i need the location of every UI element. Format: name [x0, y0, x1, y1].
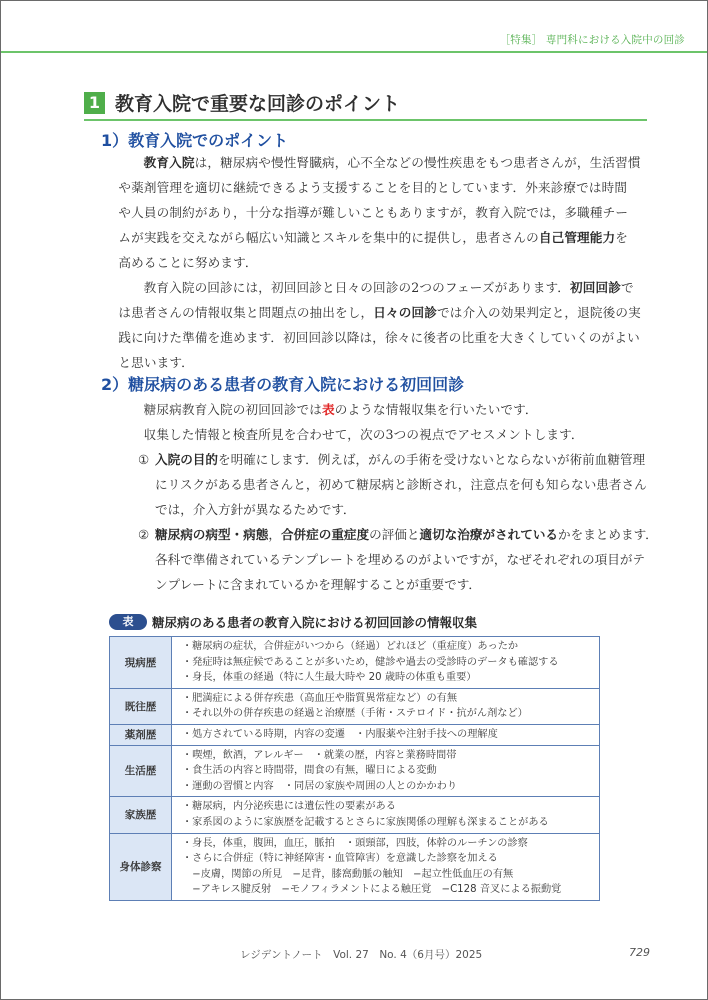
bullet-line: ・運動の習慣と内容 ・同居の家族や周囲の人とのかかわり: [182, 780, 458, 792]
text-line: を明確にします．例えば，がんの手術を受けないとならないが術前血糖管理: [217, 452, 646, 467]
text-line: では，介入方針が異なるためです．: [155, 502, 356, 517]
text-line: は，糖尿病や慢性腎臓病，心不全などの慢性疾患をもつ患者さんが，生活習慣: [194, 155, 641, 170]
bold-term: 自己管理能力: [538, 230, 616, 245]
list-item: [138, 447, 651, 522]
text-line: ンプレートに含まれているかを理解することが重要です．: [155, 577, 481, 592]
row-content: [172, 797, 600, 833]
section-title: 教育入院で重要な回診のポイント: [115, 93, 401, 115]
paragraph-4: [131, 422, 651, 447]
text-fragment: の評価と: [369, 527, 420, 542]
bullet-line: ・処方されている時期，内容の変遷 ・内服薬や注射手技への理解度: [182, 728, 498, 740]
section-rule: [84, 119, 647, 121]
subsection-2-intro: [131, 397, 651, 447]
row-header: 現病歴: [110, 637, 172, 689]
paragraph-3: [131, 397, 651, 422]
text-line: 各科で準備されているテンプレートを埋めるのがよいですが，なぜそれぞれの項目がテ: [155, 552, 646, 567]
bold-term: 日々の回診: [373, 305, 437, 320]
row-header: 家族歴: [110, 797, 172, 833]
running-head: ［特集］ 専門科における入院中の回診: [499, 34, 685, 46]
footer-journal: レジデントノート Vol. 27 No. 4（6月号）2025: [240, 949, 483, 961]
text-line: 高めることに努めます．: [118, 255, 258, 270]
bullet-line: ・さらに合併症（特に神経障害・血管障害）を意識した診察を加える: [182, 853, 498, 865]
table-caption: [109, 613, 477, 631]
text-line: と思います．: [118, 355, 194, 370]
text-line: にリスクがある患者さんと，初めて糖尿病と診断され，注意点を何も知らない患者さん: [155, 477, 647, 492]
table-row: [110, 745, 600, 797]
bold-term: 適切な治療がされている: [419, 527, 558, 542]
row-header: 既往歴: [110, 688, 172, 724]
subsection-2-title: 2）糖尿病のある患者の教育入院における初回回診: [101, 375, 465, 394]
text-fragment: を: [615, 230, 629, 245]
text-line: や薬剤管理を適切に継続できるよう支援することを目的としています．外来診療では時間: [118, 180, 628, 195]
text-line: は患者さんの情報収集と問題点の抽出をし，: [118, 305, 374, 320]
paragraph-2: [118, 275, 651, 375]
assessment-list: [138, 447, 658, 597]
paragraph-1: [118, 150, 651, 275]
table-reference[interactable]: 表: [322, 402, 335, 417]
text-fragment: では介入の効果判定と，退院後の実: [437, 305, 641, 320]
text-line: ムが実践を交えながら幅広い知識とスキルを集中的に提供し，患者さんの: [118, 230, 539, 245]
bullet-line: ・身長，体重，腹囲，血圧，脈拍 ・頭頸部，四肢，体幹のルーチンの診察: [182, 837, 528, 849]
bullet-line: ・それ以外の併存疾患の経過と治療歴（手術・ステロイド・抗がん剤など）: [182, 708, 528, 720]
text-line: や人員の制約があり，十分な指導が難しいこともありますが，教育入院では，多職種チー: [118, 205, 629, 220]
row-content: [172, 833, 600, 900]
text-fragment: ，: [268, 527, 281, 542]
table-badge: 表: [109, 614, 147, 630]
running-head-rule: [1, 51, 707, 53]
bullet-line: ・喫煙，飲酒，アレルギー ・就業の歴，内容と業務時間帯: [182, 749, 457, 761]
bold-term: 合併症の重症度: [280, 527, 370, 542]
bold-term: 入院の目的: [155, 452, 218, 467]
row-header: 身体診察: [110, 833, 172, 900]
text-line: 教育入院の回診には，初回回診と日々の回診の2つのフェーズがあります．: [143, 280, 571, 295]
table-title: 糖尿病のある患者の教育入院における初回回診の情報収集: [152, 615, 478, 630]
table-row: [110, 797, 600, 833]
row-content: [172, 637, 600, 689]
list-item: [138, 522, 658, 597]
circled-number: ②: [138, 527, 150, 542]
bold-term: 糖尿病の病型・病態: [155, 527, 269, 542]
bullet-line: −皮膚，関節の所見 −足背，膝窩動脈の触知 −起立性低血圧の有無: [182, 868, 514, 880]
table-row: [110, 637, 600, 689]
row-content: [172, 688, 600, 724]
text-fragment: で: [621, 280, 634, 295]
info-collection-table: [109, 636, 600, 901]
row-content: [172, 724, 600, 745]
bullet-line: ・糖尿病，内分泌疾患には遺伝性の要素がある: [182, 801, 396, 813]
bold-term: 初回回診: [570, 280, 622, 295]
bullet-line: ・家系図のように家族歴を記載するとさらに家族関係の理解も深まることがある: [182, 816, 549, 828]
text-line: 糖尿病教育入院の初回回診では: [143, 402, 323, 417]
bullet-line: ・食生活の内容と時間帯，間食の有無，曜日による変動: [182, 765, 437, 777]
section-number-badge: 1: [84, 92, 105, 114]
bold-term: 教育入院: [143, 155, 195, 170]
table-row: [110, 833, 600, 900]
table-row: [110, 724, 600, 745]
text-line: 践に向けた準備を進めます．初回回診以降は，徐々に後者の比重を大きくしていくのがよい: [118, 330, 640, 345]
bullet-line: ・糖尿病の症状，合併症がいつから（経過）どれほど（重症度）あったか: [182, 641, 519, 652]
section-heading: [84, 89, 400, 116]
circled-number: ①: [138, 452, 150, 467]
row-header: 薬剤歴: [110, 724, 172, 745]
table-row: [110, 688, 600, 724]
bullet-line: ・身長，体重の経過（特に人生最大時や 20 歳時の体重も重要）: [182, 672, 477, 684]
subsection-1-title: 1）教育入院でのポイント: [101, 131, 289, 150]
row-content: [172, 745, 600, 797]
page-number: 729: [629, 946, 650, 959]
bullet-line: −アキレス腱反射 −モノフィラメントによる触圧覚 −C128 音叉による振動覚: [182, 884, 562, 896]
subsection-1-body: [118, 150, 651, 375]
bullet-line: ・肥満症による併存疾患（高血圧や脂質異常症など）の有無: [182, 692, 458, 704]
bullet-line: ・発症時は無症候であることが多いため，健診や過去の受診時のデータも確認する: [182, 656, 559, 668]
row-header: 生活歴: [110, 745, 172, 797]
text-line: 収集した情報と検査所見を合わせて，次の3つの視点でアセスメントします．: [143, 427, 584, 442]
text-fragment: かをまとめます．: [558, 527, 658, 542]
text-fragment: のような情報収集を行いたいです．: [334, 402, 538, 417]
